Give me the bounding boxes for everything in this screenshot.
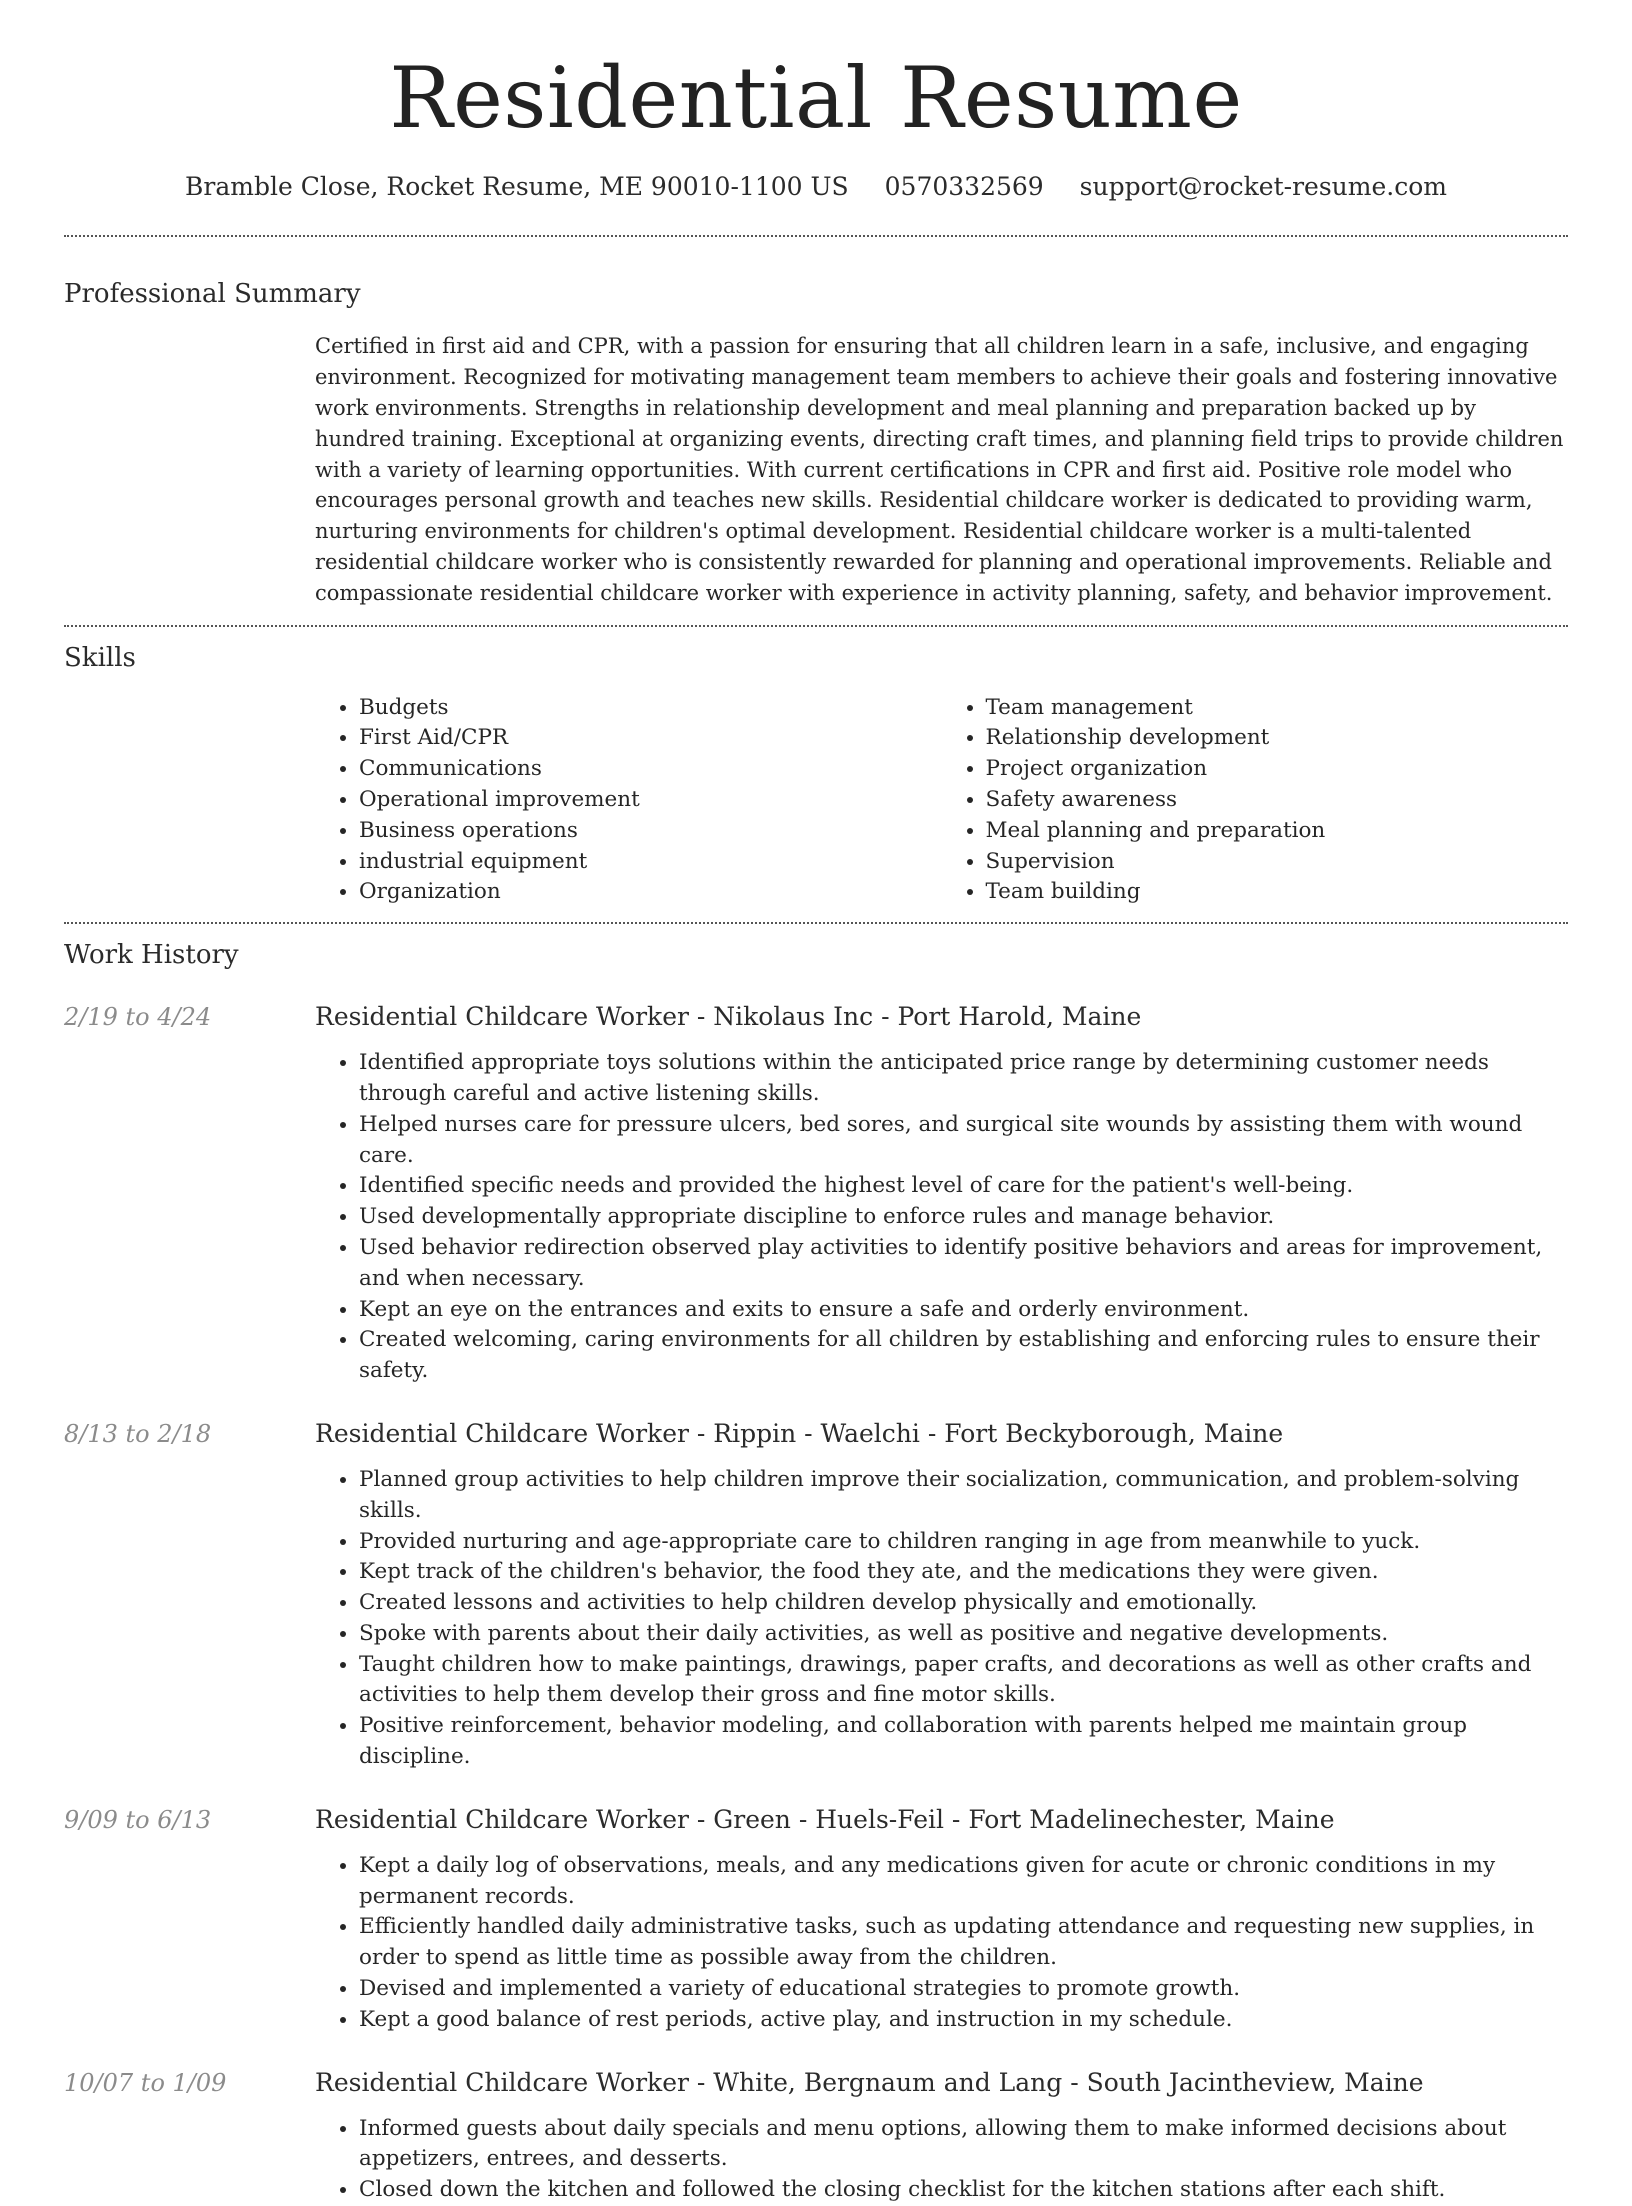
skill-item: • industrial equipment bbox=[359, 847, 942, 878]
summary-heading: Professional Summary bbox=[64, 279, 361, 310]
job-bullet: • Created lessons and activities to help children develop physically and emotionally. bbox=[359, 1588, 1568, 1619]
work-history-list bbox=[64, 1000, 1568, 2206]
skills-column-left bbox=[315, 693, 942, 909]
job-bullet: • Identified appropriate toys solutions within the anticipated price range by determining customer needs through careful and active listening skills. bbox=[359, 1048, 1568, 1110]
contact-address: Bramble Close, Rocket Resume, ME 90010-1100 US bbox=[185, 172, 849, 202]
job-bullet: • Created welcoming, caring environments for all children by establishing and enforcing rules to ensure their safety. bbox=[359, 1325, 1568, 1387]
resume-name: Residential Resume bbox=[389, 49, 1243, 147]
job-details bbox=[315, 1803, 1568, 2036]
job-bullet: • Identified specific needs and provided the highest level of care for the patient's well-being. bbox=[359, 1171, 1568, 1202]
job-date: 2/19 to 4/24 bbox=[64, 1003, 212, 1032]
skill-item: • First Aid/CPR bbox=[359, 723, 942, 754]
job-title: Residential Childcare Worker - White, Bergnaum and Lang - South Jacintheview, Maine bbox=[315, 2067, 1424, 2097]
skills-heading: Skills bbox=[64, 642, 136, 673]
job-bullets bbox=[315, 2114, 1568, 2206]
job-bullet: • Informed guests about daily specials and menu options, allowing them to make informed decisions about appetizers, entrees, and desserts. bbox=[359, 2114, 1568, 2176]
job-bullet: • Kept a daily log of observations, meals, and any medications given for acute or chronic conditions in my permanent records. bbox=[359, 1851, 1568, 1913]
job-details bbox=[315, 1417, 1568, 1773]
job-bullet: • Helped nurses care for pressure ulcers, bed sores, and surgical site wounds by assisting them with wound care. bbox=[359, 1110, 1568, 1172]
skill-item: • Team building bbox=[986, 877, 1569, 908]
job-entry bbox=[64, 1000, 1568, 1387]
job-bullet: • Taught children how to make paintings, drawings, paper crafts, and decorations as well as other crafts and activities to help them develop their gross and fine motor skills. bbox=[359, 1650, 1568, 1712]
job-bullet: • Spoke with parents about their daily activities, as well as positive and negative developments. bbox=[359, 1619, 1568, 1650]
job-title: Residential Childcare Worker - Rippin - Waelchi - Fort Beckyborough, Maine bbox=[315, 1418, 1284, 1448]
job-bullet: • Kept track of the children's behavior, the food they ate, and the medications they were given. bbox=[359, 1557, 1568, 1588]
contact-line bbox=[64, 172, 1568, 201]
job-bullet: • Provided nurturing and age-appropriate care to children ranging in age from meanwhile to yuck. bbox=[359, 1527, 1568, 1558]
skill-item: • Organization bbox=[359, 877, 942, 908]
job-bullet: • Efficiently handled daily administrative tasks, such as updating attendance and requesting new supplies, in order to spend as little time as possible away from the children. bbox=[359, 1912, 1568, 1974]
skill-item: • Communications bbox=[359, 754, 942, 785]
contact-email: support@rocket-resume.com bbox=[1079, 172, 1447, 202]
job-bullet: • Positive reinforcement, behavior modeling, and collaboration with parents helped me maintain group discipline. bbox=[359, 1711, 1568, 1773]
job-date: 8/13 to 2/18 bbox=[64, 1419, 212, 1448]
skill-item: • Meal planning and preparation bbox=[986, 816, 1569, 847]
skill-item: • Supervision bbox=[986, 847, 1569, 878]
job-details bbox=[315, 1000, 1568, 1387]
skills-column-right bbox=[942, 693, 1569, 909]
job-bullets bbox=[315, 1851, 1568, 2036]
job-bullet: • Devised and implemented a variety of educational strategies to promote growth. bbox=[359, 1974, 1568, 2005]
job-bullet: • Kept an eye on the entrances and exits to ensure a safe and orderly environment. bbox=[359, 1295, 1568, 1326]
job-date: 10/07 to 1/09 bbox=[64, 2068, 227, 2097]
skill-item: • Operational improvement bbox=[359, 785, 942, 816]
job-bullet: • Planned group activities to help children improve their socialization, communication, and problem-solving skills. bbox=[359, 1465, 1568, 1527]
job-entry bbox=[64, 1803, 1568, 2036]
job-entry bbox=[64, 2066, 1568, 2206]
resume-header bbox=[64, 0, 1568, 201]
skill-item: • Project organization bbox=[986, 754, 1569, 785]
job-date: 9/09 to 6/13 bbox=[64, 1805, 212, 1834]
job-title: Residential Childcare Worker - Green - Huels-Feil - Fort Madelinechester, Maine bbox=[315, 1804, 1335, 1834]
skill-item: • Relationship development bbox=[986, 723, 1569, 754]
contact-phone: 0570332569 bbox=[884, 172, 1044, 202]
job-entry bbox=[64, 1417, 1568, 1773]
skills-list bbox=[315, 673, 1568, 923]
skill-item: • Business operations bbox=[359, 816, 942, 847]
job-bullet: • Used developmentally appropriate discipline to enforce rules and manage behavior. bbox=[359, 1202, 1568, 1233]
summary-text: Certified in first aid and CPR, with a passion for ensuring that all children learn in a safe, inclusive, and engaging environment. Recognized for motivating management team members to achieve their goals and fostering innovative work environments. Strengths in relationship development and meal planning and preparation backed up by hundred training. Exceptional at organizing events, directing craft times, and planning field trips to provide children with a variety of learning opportunities. With current certifications in CPR and first aid. Positive role model who encourages personal growth and teaches new skills. Residential childcare worker is dedicated to providing warm, nurturing environments for children's optimal development. Residential childcare worker is a multi-talented residential childcare worker who is consistently rewarded for planning and operational improvements. Reliable and compassionate residential childcare worker with experience in activity planning, safety, and behavior improvement. bbox=[315, 334, 1564, 605]
job-bullets bbox=[315, 1048, 1568, 1387]
job-bullet: • Used behavior redirection observed play activities to identify positive behaviors and areas for improvement, and when necessary. bbox=[359, 1233, 1568, 1295]
job-title: Residential Childcare Worker - Nikolaus Inc - Port Harold, Maine bbox=[315, 1002, 1142, 1032]
skill-item: • Budgets bbox=[359, 693, 942, 724]
job-bullets bbox=[315, 1465, 1568, 1773]
skill-item: • Safety awareness bbox=[986, 785, 1569, 816]
job-bullet: • Closed down the kitchen and followed the closing checklist for the kitchen stations after each shift. bbox=[359, 2175, 1568, 2206]
skill-item: • Team management bbox=[986, 693, 1569, 724]
job-details bbox=[315, 2066, 1568, 2206]
work-history-heading: Work History bbox=[64, 940, 239, 971]
job-bullet: • Kept a good balance of rest periods, active play, and instruction in my schedule. bbox=[359, 2005, 1568, 2036]
